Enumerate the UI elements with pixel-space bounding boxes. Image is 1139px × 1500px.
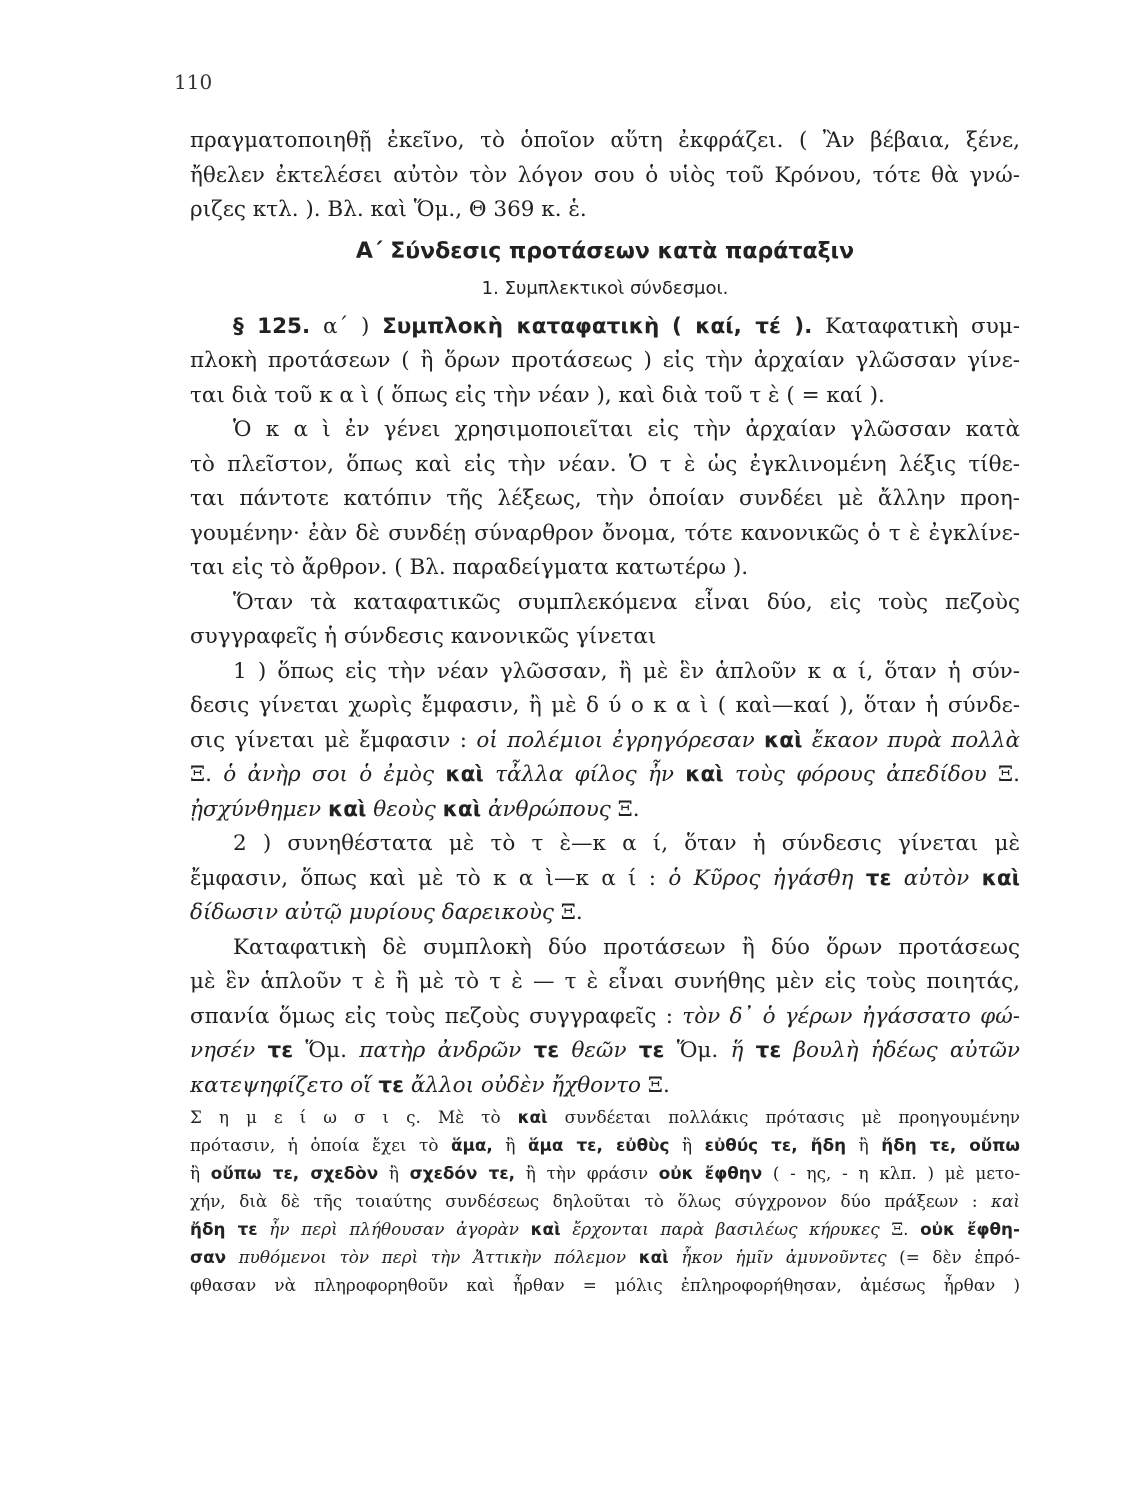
emphasis-word: τε <box>378 1072 405 1098</box>
text-run: ἢ <box>190 1163 201 1183</box>
alpha-label: α΄ ) <box>322 313 370 339</box>
emphasis-word: καὶ <box>517 1107 548 1127</box>
text-run: ἢ τὴν φράσιν <box>525 1163 649 1183</box>
emphasis-word: τε <box>267 1038 294 1063</box>
text-line: δεσις γίνεται χωρὶς ἔμφασιν, ἢ μὲ δ ύ ο κ α ὶ ( καὶ—καί ), ὅταν ἡ σύνδε- <box>190 693 1020 718</box>
example-text: τὸν δ᾽ ὁ γέρων ἠγάσσατο φώ- <box>682 1003 1020 1029</box>
example-text: νησέν <box>190 1038 256 1063</box>
emphasis-word: καὶ <box>445 762 484 787</box>
text-line: ται πάντοτε κατόπιν τῆς λέξεως, τὴν ὁποίαν συνδέει μὲ ἄλλην προη- <box>190 486 1020 511</box>
source-abbr: Ξ. <box>617 796 640 822</box>
emphasis-word: καὶ <box>685 762 724 787</box>
paragraph-kataf <box>190 931 1020 1104</box>
example-text: ἀνθρώπους <box>487 796 611 822</box>
text-line: συγγραφεῖς ἡ σύνδεσις κανονικῶς γίνεται <box>190 624 657 649</box>
text-line: 2 ) συνηθέστατα μὲ τὸ τ ὲ—κ α ί, ὅταν ἡ σύνδεσις γίνεται μὲ <box>233 831 1020 856</box>
text-line: ται διὰ τοῦ κ α ὶ ( ὅπως εἰς τὴν νέαν ), καὶ διὰ τοῦ τ ὲ ( = καί ). <box>190 382 885 408</box>
source-abbr: Ξ. <box>560 900 583 925</box>
emphasis-word: εὐθύς τε, ἤδη <box>704 1135 847 1155</box>
text-line: γουμένην· ἐὰν δὲ συνδέῃ σύναρθρον ὄνομα, τότε κανονικῶς ὁ τ ὲ ἐγκλίνε- <box>190 520 1020 546</box>
paragraph-otan <box>190 586 1020 655</box>
text-run: ἢ <box>505 1135 516 1155</box>
subsection-heading: 1. Συμπλεκτικοὶ σύνδεσμοι. <box>481 277 729 299</box>
emphasis-word: οὔπω τε, σχεδὸν <box>210 1163 379 1183</box>
text-line <box>190 310 1020 345</box>
emphasis-word: οὐκ ἔφθη- <box>920 1219 1020 1239</box>
example-text: ἥ <box>730 1038 744 1063</box>
emphasis-word: σαν <box>190 1247 227 1267</box>
intro-paragraph <box>190 124 1020 228</box>
page-number: 110 <box>174 70 213 94</box>
example-text: δίδωσιν αὐτῷ μυρίους δαρεικοὺς <box>190 900 554 925</box>
emphasis-word: καὶ <box>981 865 1020 891</box>
example-text: ἦν περὶ πλήθουσαν ἀγορὰν <box>269 1219 519 1239</box>
text-line: φθασαν νὰ πληροφορηθοῦν καὶ ἦρθαν = μόλις ἐπληροφορήθησαν, ἀμέσως ἦρθαν ) <box>190 1275 1020 1295</box>
example-text: αὐτὸν <box>903 865 970 891</box>
text-run: σις γίνεται μὲ ἔμφασιν : <box>190 727 467 753</box>
source-abbr: Ξ. <box>190 762 212 787</box>
paragraph-title: Συμπλοκὴ καταφατικὴ <box>382 313 660 339</box>
paragraph-kai <box>190 413 1020 586</box>
emphasis-word: τε <box>638 1038 665 1063</box>
text-line: Καταφατικὴ δὲ συμπλοκὴ δύο προτάσεων ἢ δύο ὅρων προτάσεως <box>233 934 1020 960</box>
text-line <box>190 758 1020 793</box>
example-text: ὁ ἀνὴρ σοι ὁ ἐμὸς <box>223 762 435 787</box>
emphasis-word: τε <box>865 865 892 891</box>
text-run: σπανία ὅμως εἰς τοὺς πεζοὺς συγγραφεῖς : <box>190 1003 673 1029</box>
text-run: ἢ <box>682 1135 693 1155</box>
emphasis-word: σχεδόν τε, <box>409 1163 516 1183</box>
text-run: (= δὲν ἐπρό- <box>899 1247 1020 1267</box>
emphasis-word: καὶ <box>764 727 803 753</box>
text-line: ριζες κτλ. ). Βλ. καὶ Ὅμ., Θ 369 κ. ἑ. <box>190 197 587 222</box>
example-text: ἔκαον πυρὰ πολλὰ <box>811 727 1020 753</box>
paragraph-125 <box>190 310 1020 414</box>
text-line: Ὅταν τὰ καταφατικῶς συμπλεκόμενα εἶναι δύο, εἰς τοὺς πεζοὺς <box>233 589 1020 615</box>
example-text: θεῶν <box>571 1038 627 1063</box>
emphasis-word: ἤδη τε <box>190 1219 258 1239</box>
source-abbr: Ξ. <box>647 1072 670 1098</box>
text-line <box>190 793 1020 828</box>
example-text: θεοὺς <box>373 796 436 822</box>
text-run: ἢ <box>858 1135 869 1155</box>
example-text: πατὴρ ἀνδρῶν <box>359 1038 522 1063</box>
list-item-2 <box>190 827 1020 931</box>
example-text: πυθόμενοι τὸν περὶ τὴν Ἀττικὴν πόλεμον <box>238 1247 627 1267</box>
text-line <box>190 1243 1020 1271</box>
text-line: πραγματοποιηθῇ ἐκεῖνο, τὸ ὁποῖον αὕτη ἐκφράζει. ( Ἂν βέβαια, ξένε, <box>190 128 1020 153</box>
text-line <box>190 1069 1020 1104</box>
text-line <box>190 862 1020 897</box>
example-text: βουλὴ ἡδέως αὐτῶν <box>793 1038 1020 1063</box>
list-item-1 <box>190 655 1020 828</box>
emphasis-word: καὶ <box>327 796 367 822</box>
paragraph-number: § 125. <box>233 313 311 339</box>
text-run: συνδέεται πολλάκις πρότασις μὲ προηγουμένην <box>564 1107 1020 1127</box>
text-line <box>190 1215 1020 1243</box>
example-text: τοὺς φόρους ἀπεδίδου <box>734 762 987 787</box>
text-line: Ὁ κ α ὶ ἐν γένει χρησιμοποιεῖται εἰς τὴν ἀρχαίαν γλῶσσαν κατὰ <box>233 417 1020 442</box>
example-text: οἱ πολέμιοι ἐγρηγόρεσαν <box>476 727 755 753</box>
emphasis-word: οὐκ ἔφθην <box>658 1163 763 1183</box>
text-run: Μὲ τὸ <box>437 1107 501 1127</box>
emphasis-word: ἤδη τε, οὔπω <box>881 1135 1020 1155</box>
text-line <box>190 896 1020 931</box>
example-text: ἔρχονται παρὰ βασιλέως κήρυκες <box>572 1219 880 1239</box>
text-line: πλοκὴ προτάσεων ( ἢ ὅρων προτάσεως ) εἰς τὴν ἀρχαίαν γλῶσσαν γίνε- <box>190 348 1020 373</box>
text-run: πρότασιν, ἡ ὁποία ἔχει τὸ <box>190 1135 439 1155</box>
text-run: ἢ <box>388 1163 399 1183</box>
text-line <box>190 1131 1020 1159</box>
example-text: τἆλλα φίλος ἦν <box>495 762 674 787</box>
text-run: ἔμφασιν, ὅπως καὶ μὲ τὸ κ α ὶ—κ α ί : <box>190 865 657 891</box>
emphasis-word: τε <box>533 1038 560 1063</box>
text-run: χήν, διὰ δὲ τῆς τοιαύτης συνδέσεως δηλοῦται τὸ ὅλως σύγχρονον δύο πράξεων : <box>190 1191 978 1211</box>
emphasis-word: καὶ <box>442 796 482 822</box>
example-text: ᾐσχύνθημεν <box>190 796 322 822</box>
paragraph-title-paren: ( καί, τέ ). <box>672 313 813 339</box>
example-text: κατεψηφίζετο οἵ <box>190 1072 372 1098</box>
text-line: ἤθελεν ἐκτελέσει αὐτὸν τὸν λόγον σου ὁ υἱὸς τοῦ Κρόνου, τότε θὰ γνώ- <box>190 162 1020 188</box>
emphasis-word: ἅμα, <box>451 1135 493 1155</box>
text-line <box>190 1034 1020 1069</box>
text-line <box>190 1000 1020 1035</box>
example-text: καὶ <box>991 1191 1020 1211</box>
source-abbr: Ὅμ. <box>676 1038 719 1063</box>
text-line <box>190 1187 1020 1215</box>
source-abbr: Ὅμ. <box>305 1038 347 1063</box>
text-line: μὲ ἓν ἁπλοῦν τ ὲ ἢ μὲ τὸ τ ὲ — τ ὲ εἶναι συνήθης μὲν εἰς τοὺς ποιητάς, <box>190 969 1020 994</box>
emphasis-word: καὶ <box>638 1247 669 1267</box>
text-line <box>190 1103 1020 1131</box>
text-run: Καταφατικὴ συμ- <box>825 313 1020 339</box>
text-line <box>190 724 1020 759</box>
text-line <box>190 1159 1020 1187</box>
emphasis-word: καὶ <box>530 1219 561 1239</box>
example-text: ἧκον ἡμῖν ἀμυνοῦντες <box>681 1247 887 1267</box>
emphasis-word: τε <box>755 1038 782 1063</box>
note-paragraph <box>190 1103 1020 1299</box>
text-line: τὸ πλεῖστον, ὅπως καὶ εἰς τὴν νέαν. Ὁ τ ὲ ὡς ἐγκλινομένη λέξις τίθε- <box>190 451 1020 477</box>
section-heading: Α΄ Σύνδεσις προτάσεων κατὰ παράταξιν <box>355 238 855 264</box>
text-line: ται εἰς τὸ ἄρθρον. ( Βλ. παραδείγματα κατωτέρω ). <box>190 555 749 580</box>
source-abbr: Ξ. <box>891 1219 909 1239</box>
source-abbr: Ξ. <box>998 762 1020 787</box>
note-label: Σ η μ ε ί ω σ ι ς. <box>190 1107 421 1127</box>
example-text: ἄλλοι οὐδὲν ἤχθοντο <box>410 1072 641 1098</box>
text-run: ( - ης, - η κλπ. ) μὲ μετο- <box>772 1163 1020 1183</box>
example-text: ὁ Κῦρος ἠγάσθη <box>668 865 854 891</box>
text-line: 1 ) ὅπως εἰς τὴν νέαν γλῶσσαν, ἢ μὲ ἓν ἁπλοῦν κ α ί, ὅταν ἡ σύν- <box>233 658 1020 684</box>
emphasis-word: ἅμα τε, εὐθὺς <box>527 1135 670 1155</box>
page-body <box>190 124 1020 1299</box>
